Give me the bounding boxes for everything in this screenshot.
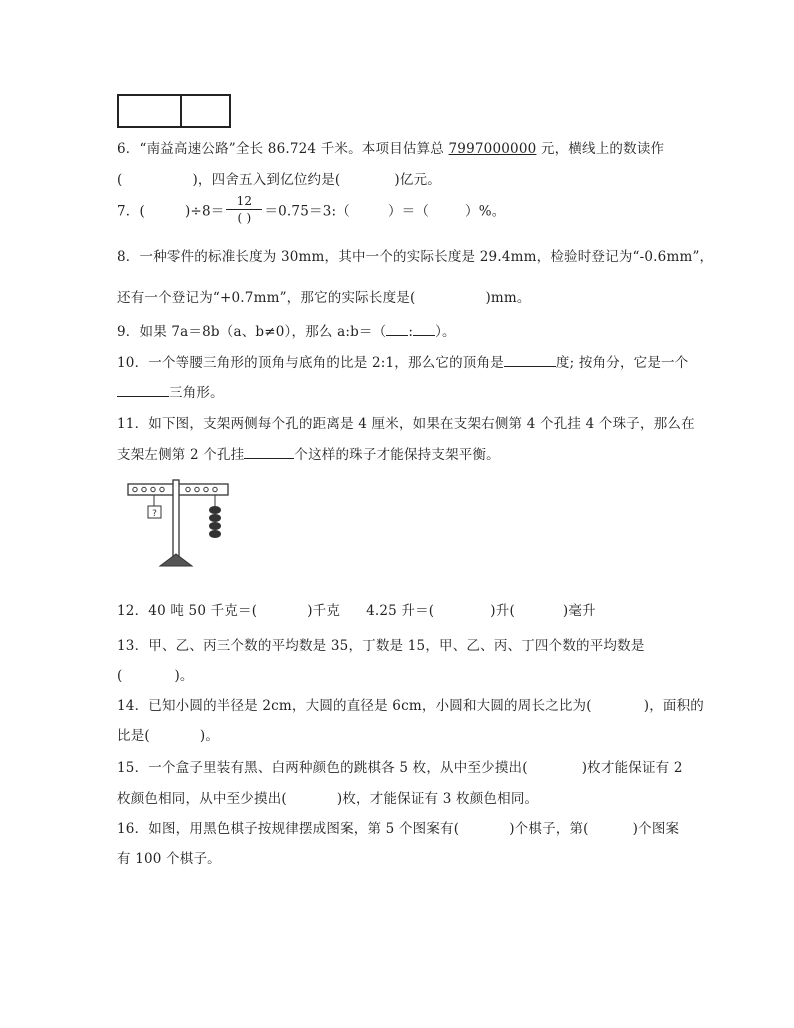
q7-line (117, 194, 505, 225)
q7-text-b: )÷8＝ (184, 203, 225, 220)
q15-text-d: )枚，才能保证有 3 枚颜色相同。 (336, 791, 539, 807)
q13-text-b: )。 (174, 668, 194, 684)
q13-text-a: ( (117, 668, 123, 684)
q9-line (117, 320, 456, 340)
q14-line1 (117, 694, 704, 714)
q13-line1: 13．甲、乙、丙三个数的平均数是 35，丁数是 15，甲、乙、丙、丁四个数的平均数是 (117, 638, 645, 654)
q14-text-a: 14．已知小圆的半径是 2cm，大圆的直径是 6cm，小圆和大圆的周长之比为( (117, 698, 592, 714)
q15-line2 (117, 787, 538, 807)
q7-text-c: ＝0.75＝3:（ (264, 203, 350, 220)
q10-blank-2[interactable] (117, 384, 169, 397)
q16-text-c: )个图案 (632, 821, 680, 837)
unknown-weight-label: ? (152, 509, 157, 519)
q16-text-b: )个棋子，第( (509, 821, 589, 837)
q6-text-b: 元，横线上的数读作 (536, 141, 665, 157)
q11-text-a: 支架左侧第 2 个孔挂 (117, 447, 245, 463)
q15-text-a: 15．一个盒子里装有黑、白两种颜色的跳棋各 5 枚，从中至少摸出( (117, 760, 528, 776)
q8-line1: 8．一种零件的标准长度为 30mm，其中一个的实际长度是 29.4mm，检验时登记为“-0.6mm”， (117, 249, 714, 265)
q16-text-a: 16．如图，用黑色棋子按规律摆成图案，第 5 个图案有( (117, 821, 460, 837)
q6-paren-open: ( (117, 172, 123, 188)
q13-line2 (117, 664, 194, 684)
q8-text-a: 还有一个登记为“+0.7mm”，那它的实际长度是( (117, 290, 416, 306)
q15-text-b: )枚才能保证有 2 (581, 760, 683, 776)
q10-text-b: 度; 按角分，它是一个 (555, 355, 689, 371)
q8-text-b: )mm。 (485, 290, 531, 306)
q12-text-a: 12．40 吨 50 千克＝( (117, 603, 258, 619)
q7-fraction-numerator: 12 (236, 194, 253, 208)
q7-fraction (226, 194, 262, 225)
q7-text-e: ）%。 (465, 203, 506, 220)
q6-text-c: )，四舍五入到亿位约是( (192, 172, 341, 188)
q12-line (117, 599, 596, 619)
q6-text-a: 6．“南益高速公路”全长 86.724 千米。本项目估算总 (117, 141, 449, 157)
q15-text-c: 枚颜色相同，从中至少摸出( (117, 791, 287, 807)
q11-blank[interactable] (244, 446, 294, 459)
q14-text-d: )。 (199, 728, 220, 744)
q12-text-e: )毫升 (562, 603, 596, 619)
q12-text-d: )升( (490, 603, 515, 619)
q7-text-d: ）＝（ (387, 203, 430, 220)
q15-line1 (117, 756, 683, 776)
q6-text-d: )亿元。 (394, 172, 441, 188)
q12-text-c: 4.25 升＝( (366, 603, 435, 619)
q11-line1: 11．如下图，支架两侧每个孔的距离是 4 厘米，如果在支架右侧第 4 个孔挂 4 个珠子，那么在 (117, 416, 695, 432)
beads (209, 506, 221, 538)
q12-text-b: )千克 (307, 603, 341, 619)
q9-colon: : (408, 324, 414, 340)
q10-text-a: 10．一个等腰三角形的顶角与底角的比是 2:1，那么它的顶角是 (117, 355, 504, 371)
q6-number: 7997000000 (448, 141, 537, 157)
q7-fraction-denominator[interactable]: ( ) (237, 211, 252, 225)
q9-blank-1[interactable] (386, 323, 408, 336)
q9-text-b: ）。 (435, 324, 456, 340)
q10-line1 (117, 351, 688, 371)
q11-line2 (117, 443, 500, 463)
q8-line2 (117, 286, 531, 306)
answer-boxes (117, 94, 231, 128)
q16-line2: 有 100 个棋子。 (117, 851, 221, 867)
q10-blank-1[interactable] (504, 354, 556, 367)
balance-figure (124, 478, 234, 570)
balance-post (173, 480, 179, 560)
q9-text-a: 9．如果 7a＝8b（a、b≠0），那么 a:b＝（ (117, 324, 387, 340)
balance-base (160, 554, 192, 566)
q14-line2 (117, 724, 219, 744)
q6-line1 (117, 137, 664, 157)
q16-line1 (117, 817, 679, 837)
q14-text-c: 比是( (117, 728, 150, 744)
q6-line2 (117, 168, 441, 188)
q11-text-b: 个这样的珠子才能保持支架平衡。 (294, 447, 500, 463)
q7-fraction-bar (226, 209, 262, 210)
q7-text-a: 7．( (117, 203, 145, 220)
q14-text-b: )，面积的 (643, 698, 705, 714)
q10-line2 (117, 381, 224, 401)
q10-text-c: 三角形。 (169, 385, 224, 401)
box-divider (180, 96, 182, 126)
q9-blank-2[interactable] (413, 323, 435, 336)
